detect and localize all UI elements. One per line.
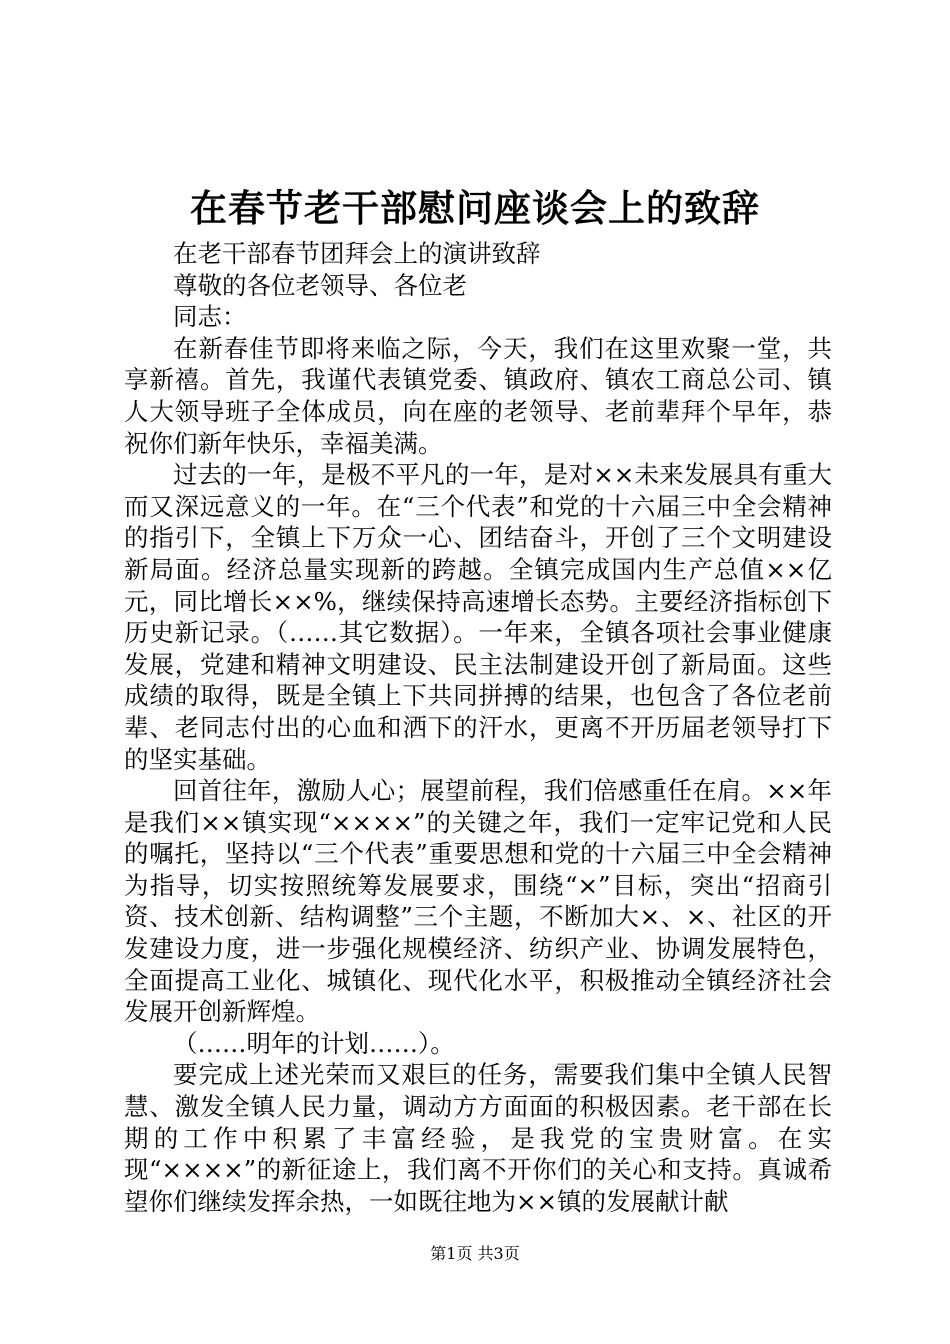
body-paragraph: 要完成上述光荣而又艰巨的任务，需要我们集中全镇人民智慧、激发全镇人民力量，调动方方面面的积极因素。老干部在长期的工作中积累了丰富经验，是我党的宝贵财富。在实现“××××”的新征途上，我们离不开你们的关心和支持。真诚希望你们继续发挥余热，一如既往地为××镇的发展献计献: [124, 1060, 832, 1216]
salutation-line: 同志：: [173, 302, 247, 332]
document-title: 在春节老干部慰问座谈会上的致辞: [190, 186, 760, 230]
subtitle-line: 在老干部春节团拜会上的演讲致辞: [173, 239, 541, 268]
body-paragraph: 回首往年，激励人心；展望前程，我们倍感重任在肩。××年是我们××镇实现“××××”的关键之年，我们一定牢记党和人民的嘱托，坚持以“三个代表”重要思想和党的十六届三中全会精神为指导，切实按照统筹发展要求，围绕“×”目标，突出“招商引资、技术创新、结构调整”三个主题，不断加大×、×、社区的开发建设力度，进一步强化规模经济、纺织产业、协调发展特色，全面提高工业化、城镇化、现代化水平，积极推动全镇经济社会发展开创新辉煌。: [124, 776, 832, 1027]
body-paragraph: 在新春佳节即将来临之际，今天，我们在这里欢聚一堂，共享新禧。首先，我谨代表镇党委、镇政府、镇农工商总公司、镇人大领导班子全体成员，向在座的老领导、老前辈拜个早年，恭祝你们新年快乐，幸福美满。: [124, 333, 832, 458]
body-paragraph: 过去的一年，是极不平凡的一年，是对××未来发展具有重大而又深远意义的一年。在“三个代表”和党的十六届三中全会精神的指引下，全镇上下万众一心、团结奋斗，开创了三个文明建设新局面。经济总量实现新的跨越。全镇完成国内生产总值××亿元，同比增长××%，继续保持高速增长态势。主要经济指标创下历史新记录。（……其它数据）。一年来，全镇各项社会事业健康发展，党建和精神文明建设、民主法制建设开创了新局面。这些成绩的取得，既是全镇上下共同拼搏的结果，也包含了各位老前辈、老同志付出的心血和洒下的汗水，更离不开历届老领导打下的坚实基础。: [124, 460, 832, 774]
salutation-line: 尊敬的各位老领导、各位老: [173, 270, 467, 300]
page-footer: 第1页 共3页: [430, 1244, 520, 1263]
body-paragraph: （……明年的计划……）。: [173, 1028, 455, 1058]
document-body: [124, 238, 832, 1217]
